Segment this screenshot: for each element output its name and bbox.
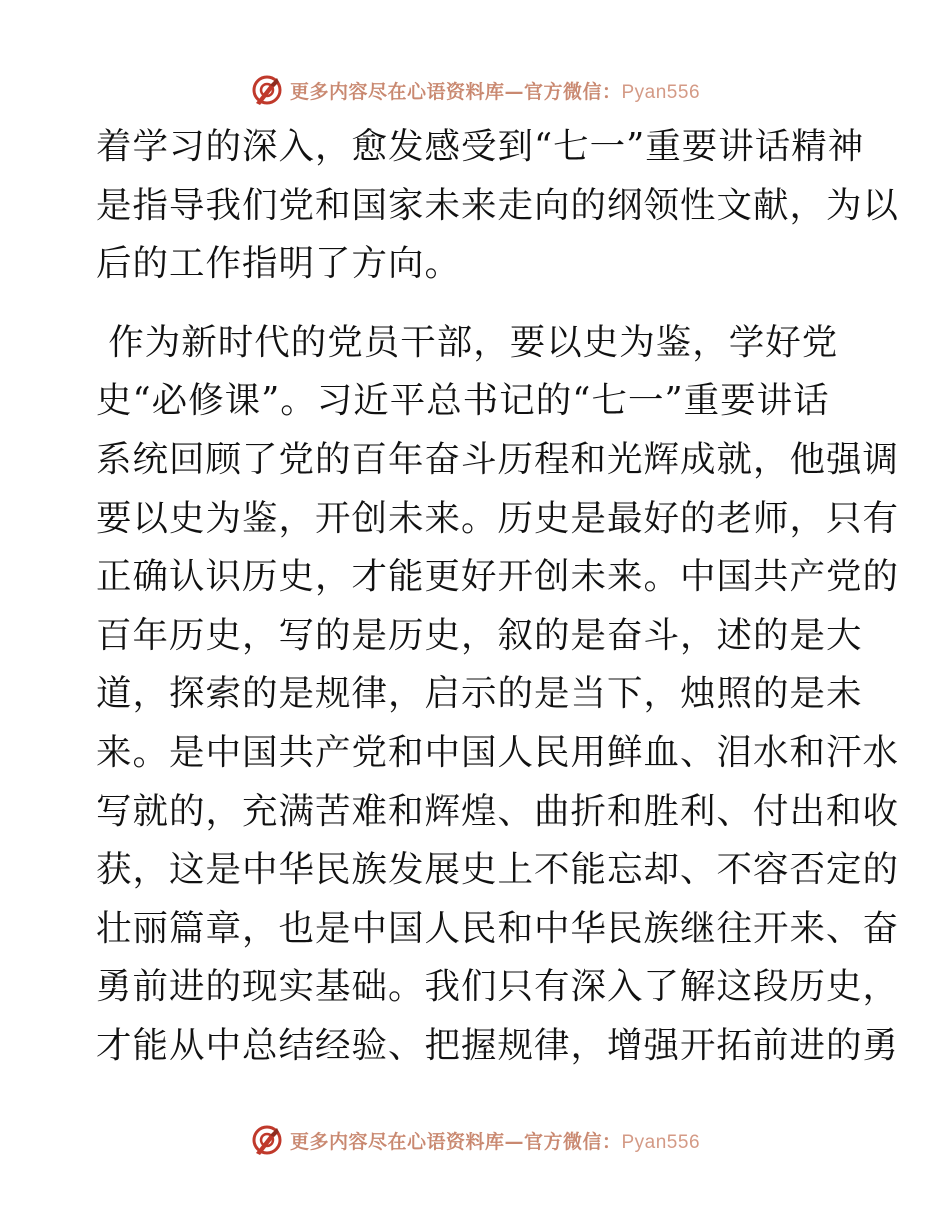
text-line: 勇前进的现实基础。我们只有深入了解这段历史， [96, 966, 900, 1008]
brand-logo-icon [250, 1123, 284, 1157]
text-line: 系统回顾了党的百年奋斗历程和光辉成就，他强调 [96, 438, 900, 480]
text-line: 史“必修课”。习近平总书记的“七一”重要讲话 [96, 380, 830, 422]
text-line: 是指导我们党和国家未来走向的纲领性文献，为以 [96, 184, 900, 226]
text-line: 正确认识历史，才能更好开创未来。中国共产党的 [96, 556, 900, 598]
paragraph-spacer [96, 294, 856, 314]
text-line: 写就的，充满苦难和辉煌、曲折和胜利、付出和收 [96, 790, 900, 832]
brand-logo-icon [250, 73, 284, 107]
banner-wechat-id: Pyan556 [621, 81, 701, 103]
text-line: 作为新时代的党员干部，要以史为鉴，学好党 [96, 321, 839, 363]
header-banner [0, 72, 950, 108]
text-line: 百年历史，写的是历史，叙的是奋斗，述的是大 [96, 614, 863, 656]
text-line: 壮丽篇章，也是中国人民和中华民族继往开来、奋 [96, 907, 900, 949]
text-line: 着学习的深入，愈发感受到“七一”重要讲话精神 [96, 126, 865, 167]
text-line: 后的工作指明了方向。 [96, 243, 462, 285]
document-body [96, 118, 900, 1076]
text-line: 要以史为鉴，开创未来。历史是最好的老师，只有 [96, 497, 900, 539]
paragraph [96, 314, 900, 1076]
banner-wechat-id: Pyan556 [621, 1131, 701, 1153]
text-line: 才能从中总结经验、把握规律，增强开拓前进的勇 [96, 1024, 900, 1066]
text-line: 获，这是中华民族发展史上不能忘却、不容否定的 [96, 849, 900, 891]
paragraph [96, 118, 900, 294]
text-line: 来。是中国共产党和中国人民用鲜血、泪水和汗水 [96, 731, 900, 773]
text-line: 道，探索的是规律，启示的是当下，烛照的是未 [96, 673, 863, 715]
footer-banner [0, 1122, 950, 1158]
banner-text: 更多内容尽在心语资料库—官方微信：Pyan556 [289, 1130, 701, 1153]
banner-text: 更多内容尽在心语资料库—官方微信：Pyan556 [289, 80, 701, 103]
